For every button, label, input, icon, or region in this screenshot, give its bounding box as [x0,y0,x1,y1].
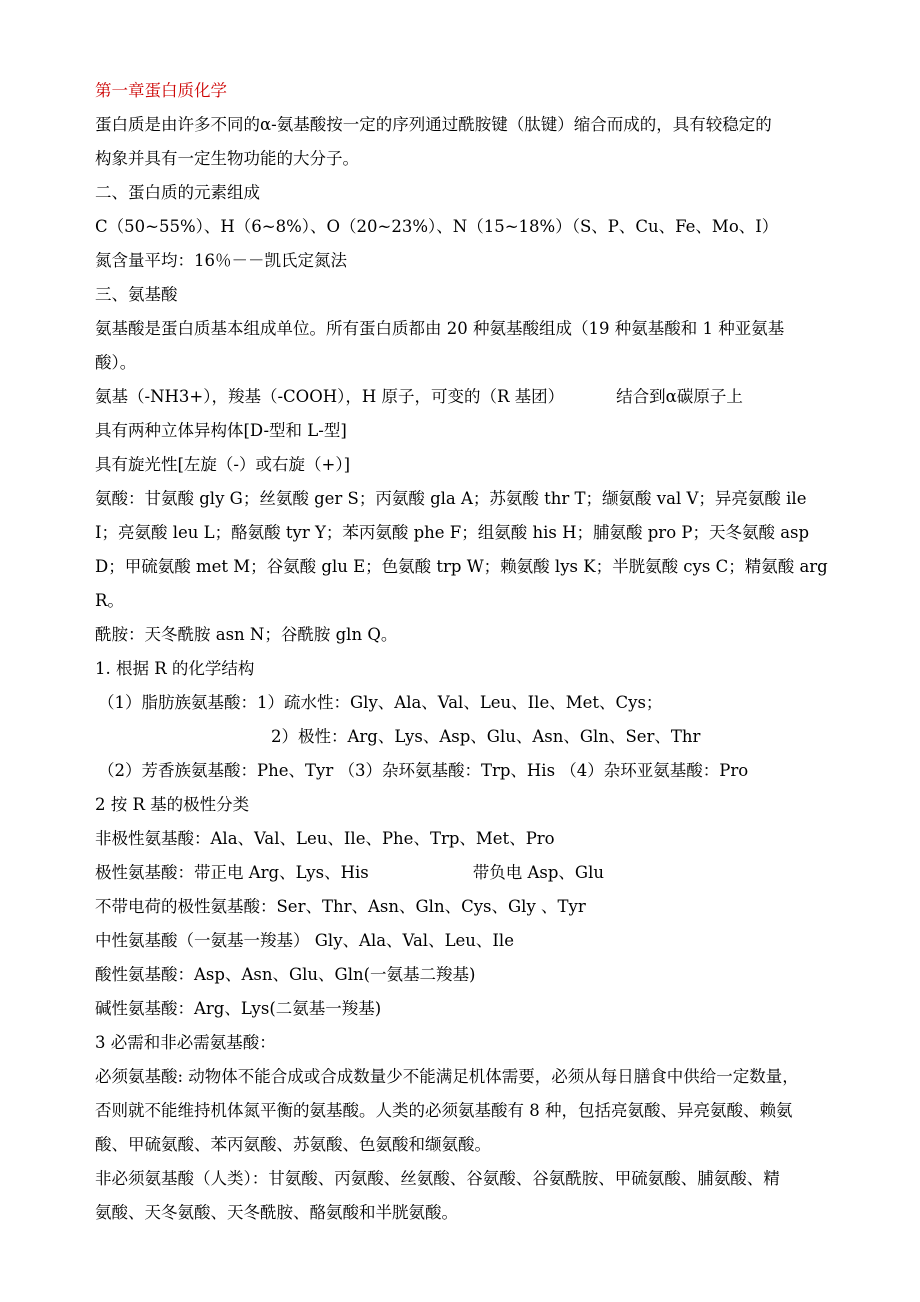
chapter-title: 第一章蛋白质化学 [95,81,227,100]
section-heading: 二、蛋白质的元素组成 [95,183,260,202]
paragraph-line: 非极性氨基酸：Ala、Val、Leu、Ile、Phe、Trp、Met、Pro [95,829,555,848]
paragraph-line [95,380,885,414]
paragraph-line: I；亮氨酸 leu L；酪氨酸 tyr Y；苯丙氨酸 phe F；组氨酸 his H；脯氨酸 pro P；天冬氨酸 asp [95,523,810,542]
paragraph-line: 氨基酸是蛋白质基本组成单位。所有蛋白质都由 20 种氨基酸组成（19 种氨基酸和 1 种亚氨基 [95,319,785,338]
paragraph-line: 酸性氨基酸：Asp、Asn、Glu、Gln(一氨基二羧基) [95,965,476,984]
paragraph-line: 氨酸、天冬氨酸、天冬酰胺、酪氨酸和半胱氨酸。 [95,1203,458,1222]
structure-text-2: 结合到α碳原子上 [616,387,743,406]
paragraph-line: D；甲硫氨酸 met M；谷氨酸 glu E；色氨酸 trp W；赖氨酸 lys K；半胱氨酸 cys C；精氨酸 arg [95,557,828,576]
positive-charge-text: 极性氨基酸：带正电 Arg、Lys、His [95,863,369,882]
document-body [95,74,885,1230]
paragraph-line: 酸、甲硫氨酸、苯丙氨酸、苏氨酸、色氨酸和缬氨酸。 [95,1135,491,1154]
paragraph-line: 具有两种立体异构体[D-型和 L-型] [95,421,347,440]
paragraph-line: 不带电荷的极性氨基酸：Ser、Thr、Asn、Gln、Cys、Gly 、Tyr [95,897,586,916]
paragraph-line: 碱性氨基酸：Arg、Lys(二氨基一羧基) [95,999,382,1018]
subsection-heading: 3 必需和非必需氨基酸： [95,1033,276,1052]
section-heading: 三、氨基酸 [95,285,178,304]
paragraph-line: C（50~55%）、H（6~8%）、O（20~23%）、N（15~18%）（S、P、Cu、Fe、Mo、I） [95,217,779,236]
paragraph-line: 具有旋光性[左旋（-）或右旋（+）] [95,455,351,474]
paragraph-line: 氮含量平均：16％－－凯氏定氮法 [95,251,347,270]
negative-charge-text: 带负电 Asp、Glu [472,863,604,882]
paragraph-line: 构象并具有一定生物功能的大分子。 [95,149,359,168]
paragraph-line: 否则就不能维持机体氮平衡的氨基酸。人类的必须氨基酸有 8 种，包括亮氨酸、异亮氨酸、赖氨 [95,1101,793,1120]
paragraph-line: 必须氨基酸: 动物体不能合成或合成数量少不能满足机体需要，必须从每日膳食中供给一定数量， [95,1067,799,1086]
paragraph-line: 蛋白质是由许多不同的α-氨基酸按一定的序列通过酰胺键（肽键）缩合而成的，具有较稳定的 [95,115,772,134]
paragraph-line: 中性氨基酸（一氨基一羧基） Gly、Ala、Val、Leu、Ile [95,931,514,950]
subsection-heading: 1. 根据 R 的化学结构 [95,659,255,678]
paragraph-line: 2）极性：Arg、Lys、Asp、Glu、Asn、Gln、Ser、Thr [271,727,701,746]
paragraph-line: （1）脂肪族氨基酸：1）疏水性：Gly、Ala、Val、Leu、Ile、Met、Cys； [98,693,663,712]
paragraph-line: 氨酸：甘氨酸 gly G；丝氨酸 ger S；丙氨酸 gla A；苏氨酸 thr T；缬氨酸 val V；异亮氨酸 ile [95,489,807,508]
paragraph-line: （2）芳香族氨基酸：Phe、Tyr （3）杂环氨基酸：Trp、His （4）杂环亚氨基酸：Pro [98,761,749,780]
paragraph-line [95,856,885,890]
subsection-heading: 2 按 R 基的极性分类 [95,795,250,814]
structure-text: 氨基（-NH3+），羧基（-COOH），H 原子，可变的（R 基团） [95,387,565,406]
paragraph-line: 非必须氨基酸（人类）：甘氨酸、丙氨酸、丝氨酸、谷氨酸、谷氨酰胺、甲硫氨酸、脯氨酸、精 [95,1169,780,1188]
paragraph-line: 酸）。 [95,353,137,372]
paragraph-line: R。 [95,591,124,610]
paragraph-line: 酰胺：天冬酰胺 asn N；谷酰胺 gln Q。 [95,625,398,644]
